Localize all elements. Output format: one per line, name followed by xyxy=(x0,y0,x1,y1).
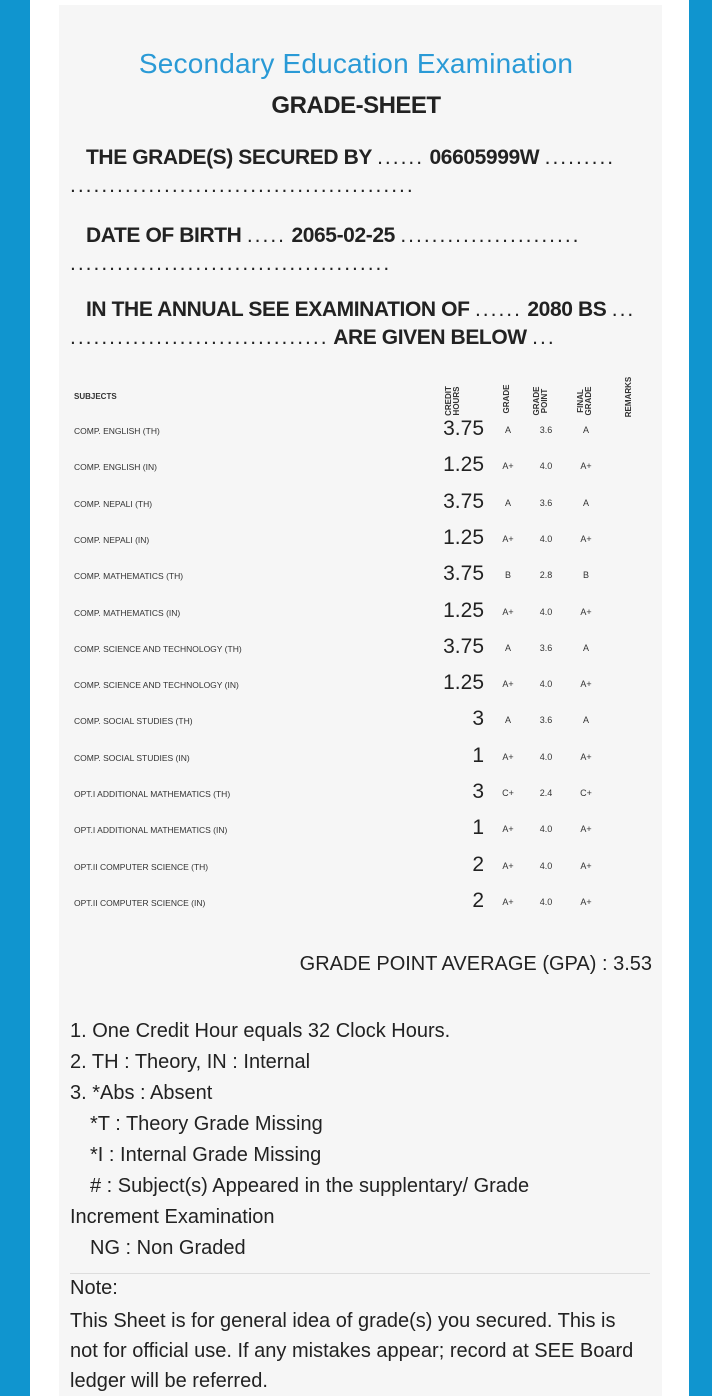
grade-point-cell: 4.0 xyxy=(539,824,553,835)
exam-year: 2080 BS xyxy=(527,298,607,321)
header-final-grade: FINAL GRADE xyxy=(576,386,593,416)
grade-cell: A+ xyxy=(502,860,514,871)
grade-point-cell: 3.6 xyxy=(539,425,553,435)
subject-cell: OPT.II COMPUTER SCIENCE (IN) xyxy=(74,897,206,908)
table-row xyxy=(0,413,712,449)
dob-value: 2065-02-25 xyxy=(291,224,395,247)
legend-item: 1. One Credit Hour equals 32 Clock Hours. xyxy=(70,1020,451,1042)
grade-point-cell: 2.4 xyxy=(539,788,553,798)
legend-item: # : Subject(s) Appeared in the supplentary/ Grade xyxy=(90,1175,530,1197)
credit-hours-cell: 1.25 xyxy=(443,598,484,622)
grade-point-cell: 3.6 xyxy=(539,715,553,726)
credit-hours-cell: 2 xyxy=(472,888,484,912)
final-grade-cell: A xyxy=(582,425,589,435)
table-row xyxy=(0,776,712,812)
table-row xyxy=(0,849,712,885)
subject-cell: COMP. ENGLISH (IN) xyxy=(74,462,157,473)
table-row xyxy=(0,667,712,703)
credit-hours-cell: 3 xyxy=(472,707,484,731)
grade-point-cell: 4.0 xyxy=(539,461,553,472)
grade-cell: A xyxy=(504,425,511,435)
grade-point-cell: 4.0 xyxy=(539,896,553,907)
legend-item: 3. *Abs : Absent xyxy=(70,1082,213,1104)
final-grade-cell: A xyxy=(582,642,589,653)
subject-cell: OPT.I ADDITIONAL MATHEMATICS (IN) xyxy=(74,825,228,836)
credit-hours-cell: 3.75 xyxy=(443,634,484,658)
final-grade-cell: A+ xyxy=(580,860,592,871)
final-grade-cell: B xyxy=(582,570,589,581)
table-row xyxy=(0,631,712,667)
dob-line: DATE OF BIRTH ..... 2065-02-25 ....................... xyxy=(86,224,581,247)
grade-point-cell: 4.0 xyxy=(539,860,553,871)
grade-point-cell: 4.0 xyxy=(539,533,553,544)
table-row xyxy=(0,740,712,776)
secured-by-line: THE GRADE(S) SECURED BY ...... 06605999W ......... xyxy=(86,146,616,169)
header-subjects: SUBJECTS xyxy=(74,392,117,401)
grade-cell: A+ xyxy=(502,533,514,544)
final-grade-cell: A+ xyxy=(580,679,592,690)
exam-label: IN THE ANNUAL SEE EXAMINATION OF xyxy=(86,298,470,321)
grade-point-cell: 4.0 xyxy=(539,679,553,690)
credit-hours-cell: 3.75 xyxy=(443,417,484,440)
note-text: This Sheet is for general idea of grade(s) you secured. This is not for official use. If any mistakes appear; record at SEE Board ledger will be referred. xyxy=(70,1310,634,1392)
divider xyxy=(70,1273,650,1274)
gpa-value: GRADE POINT AVERAGE (GPA) : 3.53 xyxy=(299,953,652,975)
table-row xyxy=(0,595,712,631)
legend-item: 2. TH : Theory, IN : Internal xyxy=(70,1051,311,1073)
grade-cell: C+ xyxy=(502,788,514,798)
grade-point-cell: 4.0 xyxy=(539,606,553,617)
subject-cell: OPT.II COMPUTER SCIENCE (TH) xyxy=(74,861,209,872)
final-grade-cell: A xyxy=(582,497,589,508)
table-row xyxy=(0,812,712,848)
note-title: Note: xyxy=(70,1277,118,1299)
final-grade-cell: C+ xyxy=(580,788,592,798)
exam-line: IN THE ANNUAL SEE EXAMINATION OF ...... 2080 BS ... xyxy=(86,298,636,321)
secured-by-label: THE GRADE(S) SECURED BY xyxy=(86,146,372,169)
subject-cell: COMP. NEPALI (IN) xyxy=(74,534,150,545)
header-remarks: REMARKS xyxy=(624,376,633,418)
credit-hours-cell: 3 xyxy=(472,780,484,803)
final-grade-cell: A+ xyxy=(580,606,592,617)
subject-cell: COMP. ENGLISH (TH) xyxy=(74,426,160,436)
final-grade-cell: A+ xyxy=(580,824,592,835)
subject-cell: COMP. SCIENCE AND TECHNOLOGY (IN) xyxy=(74,680,239,691)
table-row xyxy=(0,522,712,558)
table-row xyxy=(0,558,712,594)
grade-point-cell: 4.0 xyxy=(539,751,553,762)
credit-hours-cell: 1.25 xyxy=(443,671,484,695)
symbol-number: 06605999W xyxy=(429,146,540,169)
final-grade-cell: A+ xyxy=(580,751,592,762)
table-row xyxy=(0,703,712,739)
given-below-text: ARE GIVEN BELOW xyxy=(333,326,527,349)
legend-item: Increment Examination xyxy=(70,1206,275,1228)
table-row xyxy=(0,486,712,522)
grade-cell: A+ xyxy=(502,751,514,762)
credit-hours-cell: 1 xyxy=(472,743,484,767)
grade-point-cell: 3.6 xyxy=(539,642,553,653)
legend-item: NG : Non Graded xyxy=(90,1237,246,1259)
header-grade-point: GRADE POINT xyxy=(532,386,549,416)
dob-label: DATE OF BIRTH xyxy=(86,224,242,247)
grade-point-cell: 3.6 xyxy=(539,497,553,508)
subject-cell: COMP. SOCIAL STUDIES (TH) xyxy=(74,716,193,727)
final-grade-cell: A+ xyxy=(580,896,592,907)
subject-cell: COMP. MATHEMATICS (TH) xyxy=(74,571,184,582)
legend xyxy=(70,1016,529,1264)
header-grade: GRADE xyxy=(502,384,511,414)
page-title: Secondary Education Examination xyxy=(138,48,574,79)
grade-cell: A+ xyxy=(502,896,514,907)
grade-cell: A+ xyxy=(502,824,514,835)
subject-cell: COMP. SCIENCE AND TECHNOLOGY (TH) xyxy=(74,643,242,654)
grade-cell: A+ xyxy=(502,461,514,472)
table-row xyxy=(0,449,712,485)
legend-item: *I : Internal Grade Missing xyxy=(90,1144,322,1166)
grade-cell: A xyxy=(504,642,511,653)
subject-cell: COMP. MATHEMATICS (IN) xyxy=(74,607,181,618)
grade-cell: A xyxy=(504,715,511,726)
page-subtitle: GRADE-SHEET xyxy=(271,92,441,119)
table-row xyxy=(0,885,712,921)
credit-hours-cell: 2 xyxy=(472,852,484,876)
grade-point-cell: 2.8 xyxy=(539,570,553,581)
grade-cell: A+ xyxy=(502,679,514,690)
subject-cell: COMP. SOCIAL STUDIES (IN) xyxy=(74,752,190,763)
credit-hours-cell: 1.25 xyxy=(443,453,484,477)
credit-hours-cell: 3.75 xyxy=(443,489,484,513)
final-grade-cell: A+ xyxy=(580,461,592,472)
subject-cell: COMP. NEPALI (TH) xyxy=(74,498,153,509)
header-credit-hours: CREDIT HOURS xyxy=(444,386,461,416)
grade-cell: A+ xyxy=(502,606,514,617)
final-grade-cell: A xyxy=(582,715,589,726)
credit-hours-cell: 1 xyxy=(472,816,484,840)
grade-cell: B xyxy=(504,570,511,581)
subject-cell: OPT.I ADDITIONAL MATHEMATICS (TH) xyxy=(74,789,231,799)
given-below-line: ................................. ARE GIVEN BELOW ... xyxy=(70,326,556,349)
credit-hours-cell: 3.75 xyxy=(443,562,484,586)
legend-item: *T : Theory Grade Missing xyxy=(90,1113,323,1135)
credit-hours-cell: 1.25 xyxy=(443,525,484,549)
final-grade-cell: A+ xyxy=(580,533,592,544)
grade-cell: A xyxy=(504,497,511,508)
